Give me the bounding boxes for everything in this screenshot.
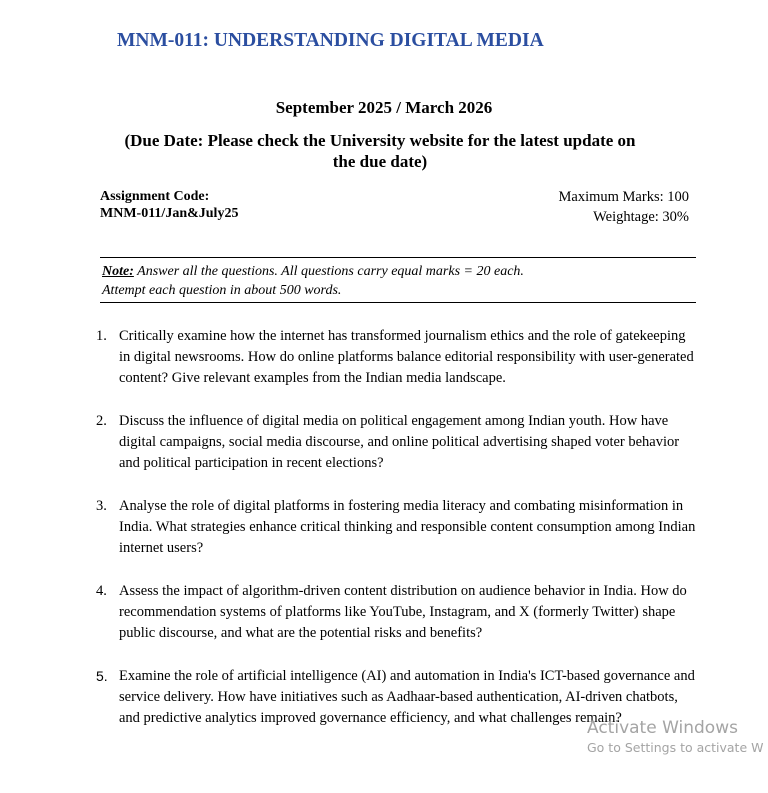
question-item xyxy=(96,326,696,389)
maximum-marks: Maximum Marks: 100 xyxy=(558,189,689,205)
note-text: Answer all the questions. All questions carry equal marks = 20 each. Attempt each question in about 500 words. xyxy=(102,264,524,298)
question-text: Examine the role of artificial intelligence (AI) and automation in India's ICT-based governance and service delivery. How have initiatives such as Aadhaar-based authentication, AI-driven chatbots, and predictive analytics improved governance efficiency, and what challenges remain? xyxy=(119,668,695,726)
due-date-notice xyxy=(90,130,670,172)
due-date-line-2: the due date) xyxy=(332,152,428,171)
watermark-subtitle: Go to Settings to activate W xyxy=(587,740,764,755)
document-title: MNM-011: UNDERSTANDING DIGITAL MEDIA xyxy=(117,30,544,51)
session-heading: September 2025 / March 2026 xyxy=(275,98,493,117)
watermark-title: Activate Windows xyxy=(587,718,738,738)
question-text: Critically examine how the internet has transformed journalism ethics and the role of gatekeeping in digital newsrooms. How do online platforms balance editorial responsibility with user-generated content? Give relevant examples from the Indian media landscape. xyxy=(119,328,694,386)
question-text: Analyse the role of digital platforms in fostering media literacy and combating misinformation in India. What strategies enhance critical thinking and responsible content consumption among Indian internet users? xyxy=(119,498,696,556)
note-content xyxy=(102,262,552,300)
assignment-code-value: MNM-011/Jan&July25 xyxy=(100,206,239,221)
question-number: 2. xyxy=(96,413,107,429)
question-item xyxy=(96,496,696,559)
assignment-code xyxy=(100,188,238,222)
activate-windows-watermark xyxy=(587,717,763,757)
note-box xyxy=(100,257,696,303)
marks-info xyxy=(559,187,690,227)
question-item xyxy=(96,411,696,474)
due-date-line-1: (Due Date: Please check the University website for the latest update on xyxy=(124,131,636,150)
question-number: 5. xyxy=(96,668,108,684)
weightage: Weightage: 30% xyxy=(593,209,689,225)
question-number: 1. xyxy=(96,328,107,344)
question-number: 3. xyxy=(96,498,107,514)
question-text: Assess the impact of algorithm-driven content distribution on audience behavior in India. How do recommendation systems of platforms like YouTube, Instagram, and X (formerly Twitter) shape public discourse, and what are the potential risks and benefits? xyxy=(119,583,687,641)
note-label: Note: xyxy=(102,264,134,279)
question-number: 4. xyxy=(96,583,107,599)
question-list xyxy=(96,326,696,729)
question-item xyxy=(96,581,696,644)
question-text: Discuss the influence of digital media on political engagement among Indian youth. How have digital campaigns, social media discourse, and online political advertising shaped voter behavior and political participation in recent elections? xyxy=(119,413,680,471)
assignment-code-label: Assignment Code: xyxy=(100,189,210,204)
